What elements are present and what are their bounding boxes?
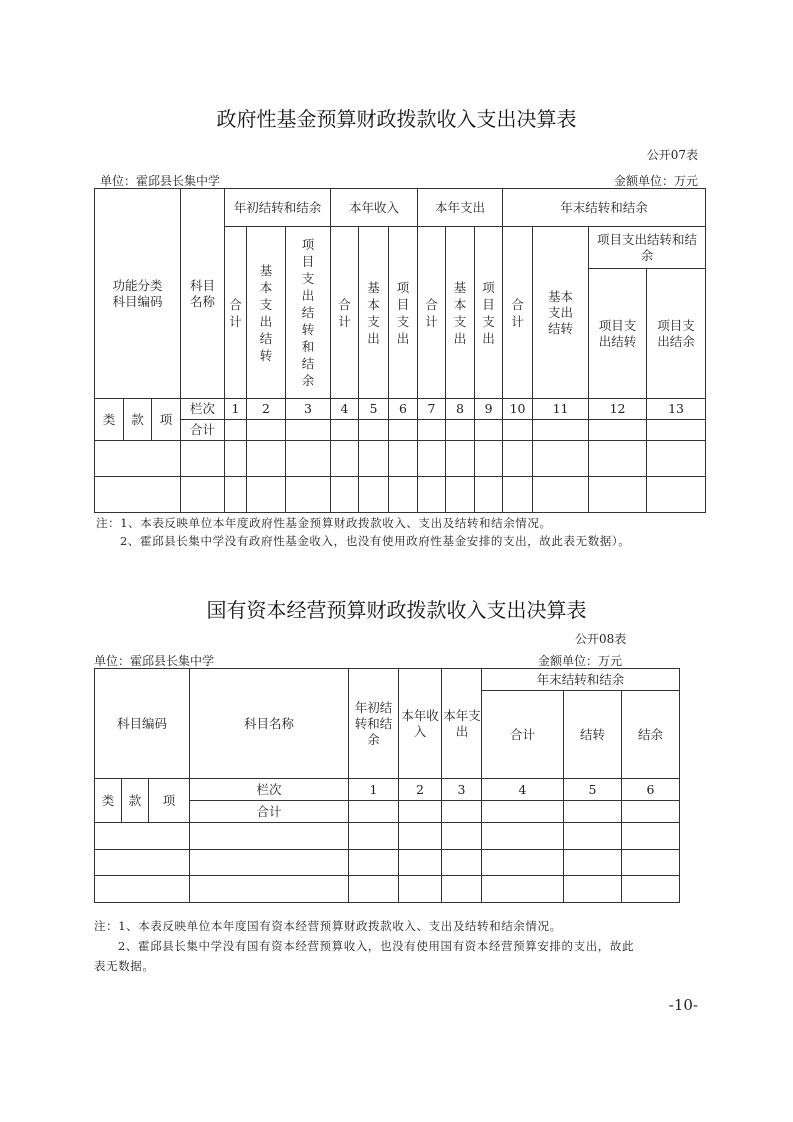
cell [95,823,190,850]
cell [349,876,399,903]
cell [95,850,190,876]
header-end-project-balance: 项目支出结余 [647,269,706,399]
cell [442,876,482,903]
cell [622,823,680,850]
cell [399,850,442,876]
cell [190,850,349,876]
cell [503,441,533,477]
cell [95,441,181,477]
header-income-project: 项目支出 [389,227,418,399]
header-expense-basic: 基本支出 [446,227,475,399]
cell [446,441,475,477]
cell [533,477,589,513]
cell [389,477,418,513]
cell [589,420,647,441]
col-number: 10 [503,399,533,420]
cell [247,420,286,441]
col-number: 2 [399,779,442,801]
col-number: 4 [482,779,564,801]
cell [418,441,446,477]
cell [589,441,647,477]
cell [349,823,399,850]
table-row [95,850,680,876]
table08-title: 国有资本经营预算财政拨款收入支出决算表 [206,598,587,622]
col-number: 4 [331,399,359,420]
header-expense: 本年支出 [418,189,503,227]
col-number: 3 [286,399,331,420]
cell [482,823,564,850]
cell [533,441,589,477]
table08 [94,668,680,903]
cell [331,441,359,477]
header-xiang: 项 [152,399,181,441]
cell [475,420,503,441]
table-row [95,441,706,477]
col-number: 8 [446,399,475,420]
cell [331,477,359,513]
cell [564,876,622,903]
header-lei: 类 [95,779,122,823]
header-end-balance: 年末结转和结余 [482,669,680,691]
header-end-carry: 结转 [564,691,622,779]
header-begin-balance: 年初结转和结余 [225,189,331,227]
cell [475,441,503,477]
header-lei: 类 [95,399,124,441]
cell [564,823,622,850]
cell [349,850,399,876]
label-heji: 合计 [181,420,225,441]
cell [359,477,389,513]
cell [247,477,286,513]
header-income: 本年收入 [399,669,442,779]
cell [647,441,706,477]
header-subject-name: 科目名称 [190,669,349,779]
page-number: -10- [668,996,698,1014]
table07-note-2: 2、霍邱县长集中学没有政府性基金收入，也没有使用政府性基金安排的支出，故此表无数据）。 [120,534,631,548]
table07-code: 公开07表 [646,148,698,162]
label-heji: 合计 [190,801,349,823]
cell [359,420,389,441]
table07-unit-label: 单位：霍邱县长集中学 [100,174,221,188]
cell [564,850,622,876]
header-end-balance-sub: 结余 [622,691,680,779]
cell [181,441,225,477]
col-number: 7 [418,399,446,420]
table08-note-2: 2、霍邱县长集中学没有国有资本经营预算收入，也没有使用国有资本经营预算安排的支出，故此 [118,939,635,953]
table08-note-1: 注：1、本表反映单位本年度国有资本经营预算财政拨款收入、支出及结转和结余情况。 [94,919,562,933]
col-number: 6 [389,399,418,420]
table07 [94,188,706,513]
cell [225,420,247,441]
cell [286,441,331,477]
table08-unit-label: 单位：霍邱县长集中学 [94,654,215,668]
table08-note-3: 表无数据。 [94,959,155,973]
table-row [95,477,706,513]
cell [286,420,331,441]
cell [389,420,418,441]
header-func-code: 功能分类科目编码 [95,189,181,399]
cell [349,801,399,823]
cell [247,441,286,477]
cell [475,477,503,513]
cell [482,876,564,903]
table07-title: 政府性基金预算财政拨款收入支出决算表 [216,107,577,131]
cell [95,876,190,903]
cell [286,477,331,513]
header-kuan: 款 [122,779,149,823]
header-kuan: 款 [124,399,152,441]
col-number: 3 [442,779,482,801]
header-expense-project: 项目支出 [475,227,503,399]
cell [622,850,680,876]
col-number: 2 [247,399,286,420]
cell [399,801,442,823]
header-end-balance: 年末结转和结余 [503,189,706,227]
header-income: 本年收入 [331,189,418,227]
cell [95,477,181,513]
table07-note-1: 注：1、本表反映单位本年度政府性基金预算财政拨款收入、支出及结转和结余情况。 [96,516,552,530]
table-row [95,876,680,903]
cell [589,477,647,513]
header-expense-total: 合计 [418,227,446,399]
header-xiang: 项 [149,779,190,823]
cell [647,420,706,441]
cell [622,801,680,823]
cell [225,477,247,513]
cell [647,477,706,513]
header-income-basic: 基本支出 [359,227,389,399]
cell [331,420,359,441]
col-number: 9 [475,399,503,420]
header-end-total: 合计 [503,227,533,399]
col-number: 5 [564,779,622,801]
header-income-total: 合计 [331,227,359,399]
header-end-project-carry: 项目支出结转 [589,269,647,399]
cell [622,876,680,903]
cell [446,420,475,441]
header-expense: 本年支出 [442,669,482,779]
cell [225,441,247,477]
cell [564,801,622,823]
label-lanci: 栏次 [181,399,225,420]
table07-amount-unit: 金额单位：万元 [613,174,698,188]
col-number: 6 [622,779,680,801]
cell [446,477,475,513]
header-begin-basic-carry: 基本支出结转 [247,227,286,399]
table08-code: 公开08表 [575,632,627,646]
col-number: 1 [349,779,399,801]
cell [482,850,564,876]
label-lanci: 栏次 [190,779,349,801]
table07-total-row [95,420,706,441]
cell [389,441,418,477]
cell [503,420,533,441]
col-number: 12 [589,399,647,420]
cell [190,876,349,903]
cell [190,823,349,850]
cell [442,801,482,823]
col-number: 11 [533,399,589,420]
table-row [95,823,680,850]
cell [399,876,442,903]
header-begin-total: 合计 [225,227,247,399]
col-number: 5 [359,399,389,420]
cell [442,823,482,850]
header-subject-code: 科目编码 [95,669,190,779]
cell [418,420,446,441]
cell [418,477,446,513]
cell [442,850,482,876]
cell [399,823,442,850]
cell [181,477,225,513]
col-number: 13 [647,399,706,420]
cell [482,801,564,823]
cell [533,420,589,441]
header-begin-project: 项目支出结转和结余 [286,227,331,399]
header-subject-name: 科目名称 [181,189,225,399]
header-end-total: 合计 [482,691,564,779]
col-number: 1 [225,399,247,420]
cell [359,441,389,477]
header-begin-balance: 年初结转和结余 [349,669,399,779]
table08-amount-unit: 金额单位：万元 [538,654,623,668]
header-end-basic-carry: 基本支出结转 [533,227,589,399]
cell [503,477,533,513]
header-end-project-group: 项目支出结转和结余 [589,227,706,269]
